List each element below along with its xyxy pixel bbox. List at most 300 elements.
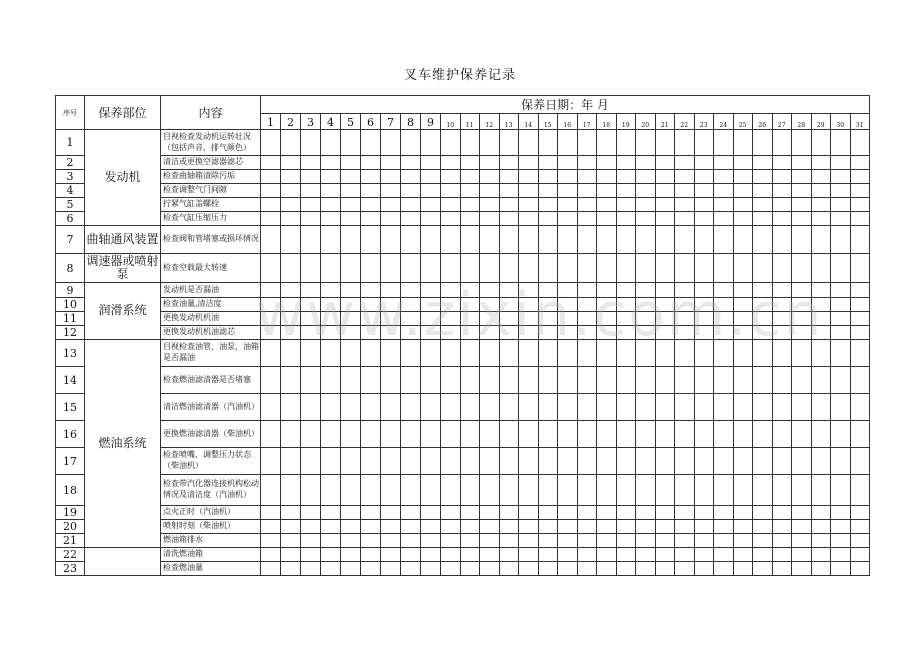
check-cell[interactable] (850, 548, 870, 562)
check-cell[interactable] (831, 367, 851, 394)
check-cell[interactable] (261, 226, 281, 254)
check-cell[interactable] (577, 312, 597, 326)
check-cell[interactable] (321, 170, 341, 184)
check-cell[interactable] (538, 394, 558, 421)
check-cell[interactable] (577, 326, 597, 340)
check-cell[interactable] (421, 534, 441, 548)
check-cell[interactable] (499, 156, 519, 170)
check-cell[interactable] (772, 448, 792, 475)
check-cell[interactable] (558, 170, 578, 184)
check-cell[interactable] (655, 184, 675, 198)
check-cell[interactable] (616, 198, 636, 212)
check-cell[interactable] (597, 326, 617, 340)
check-cell[interactable] (261, 198, 281, 212)
check-cell[interactable] (381, 212, 401, 226)
check-cell[interactable] (341, 198, 361, 212)
check-cell[interactable] (401, 212, 421, 226)
check-cell[interactable] (519, 156, 539, 170)
check-cell[interactable] (811, 394, 831, 421)
check-cell[interactable] (792, 283, 812, 298)
check-cell[interactable] (636, 326, 656, 340)
check-cell[interactable] (381, 198, 401, 212)
check-cell[interactable] (811, 534, 831, 548)
check-cell[interactable] (381, 394, 401, 421)
check-cell[interactable] (441, 562, 461, 576)
check-cell[interactable] (850, 130, 870, 156)
check-cell[interactable] (597, 283, 617, 298)
check-cell[interactable] (616, 367, 636, 394)
check-cell[interactable] (831, 170, 851, 184)
check-cell[interactable] (772, 394, 792, 421)
check-cell[interactable] (341, 212, 361, 226)
check-cell[interactable] (597, 448, 617, 475)
check-cell[interactable] (714, 254, 734, 283)
check-cell[interactable] (301, 298, 321, 312)
check-cell[interactable] (675, 394, 695, 421)
check-cell[interactable] (811, 506, 831, 520)
check-cell[interactable] (772, 156, 792, 170)
check-cell[interactable] (321, 198, 341, 212)
check-cell[interactable] (675, 562, 695, 576)
check-cell[interactable] (321, 156, 341, 170)
check-cell[interactable] (499, 312, 519, 326)
check-cell[interactable] (341, 130, 361, 156)
check-cell[interactable] (831, 298, 851, 312)
check-cell[interactable] (538, 475, 558, 506)
check-cell[interactable] (636, 421, 656, 448)
check-cell[interactable] (538, 340, 558, 367)
check-cell[interactable] (850, 312, 870, 326)
check-cell[interactable] (538, 562, 558, 576)
check-cell[interactable] (281, 367, 301, 394)
check-cell[interactable] (753, 156, 773, 170)
check-cell[interactable] (714, 506, 734, 520)
check-cell[interactable] (772, 475, 792, 506)
check-cell[interactable] (480, 421, 500, 448)
check-cell[interactable] (401, 394, 421, 421)
check-cell[interactable] (577, 298, 597, 312)
check-cell[interactable] (538, 534, 558, 548)
check-cell[interactable] (261, 421, 281, 448)
check-cell[interactable] (694, 475, 714, 506)
check-cell[interactable] (616, 562, 636, 576)
check-cell[interactable] (597, 298, 617, 312)
check-cell[interactable] (480, 506, 500, 520)
check-cell[interactable] (850, 184, 870, 198)
check-cell[interactable] (261, 156, 281, 170)
check-cell[interactable] (714, 198, 734, 212)
check-cell[interactable] (558, 448, 578, 475)
check-cell[interactable] (558, 506, 578, 520)
check-cell[interactable] (538, 367, 558, 394)
check-cell[interactable] (401, 170, 421, 184)
check-cell[interactable] (361, 421, 381, 448)
check-cell[interactable] (792, 394, 812, 421)
check-cell[interactable] (441, 312, 461, 326)
check-cell[interactable] (577, 283, 597, 298)
check-cell[interactable] (753, 283, 773, 298)
check-cell[interactable] (714, 548, 734, 562)
check-cell[interactable] (499, 367, 519, 394)
check-cell[interactable] (597, 475, 617, 506)
check-cell[interactable] (714, 312, 734, 326)
check-cell[interactable] (655, 298, 675, 312)
check-cell[interactable] (460, 448, 480, 475)
check-cell[interactable] (636, 254, 656, 283)
check-cell[interactable] (281, 475, 301, 506)
check-cell[interactable] (361, 394, 381, 421)
check-cell[interactable] (301, 534, 321, 548)
check-cell[interactable] (441, 130, 461, 156)
check-cell[interactable] (519, 283, 539, 298)
check-cell[interactable] (441, 226, 461, 254)
check-cell[interactable] (714, 562, 734, 576)
check-cell[interactable] (597, 184, 617, 198)
check-cell[interactable] (714, 340, 734, 367)
check-cell[interactable] (460, 312, 480, 326)
check-cell[interactable] (558, 198, 578, 212)
check-cell[interactable] (558, 475, 578, 506)
check-cell[interactable] (636, 506, 656, 520)
check-cell[interactable] (772, 312, 792, 326)
check-cell[interactable] (361, 367, 381, 394)
check-cell[interactable] (694, 506, 714, 520)
check-cell[interactable] (499, 562, 519, 576)
check-cell[interactable] (281, 340, 301, 367)
check-cell[interactable] (636, 534, 656, 548)
check-cell[interactable] (321, 283, 341, 298)
check-cell[interactable] (714, 448, 734, 475)
check-cell[interactable] (850, 506, 870, 520)
check-cell[interactable] (558, 298, 578, 312)
check-cell[interactable] (261, 548, 281, 562)
check-cell[interactable] (753, 184, 773, 198)
check-cell[interactable] (341, 283, 361, 298)
check-cell[interactable] (421, 283, 441, 298)
check-cell[interactable] (831, 226, 851, 254)
check-cell[interactable] (281, 184, 301, 198)
check-cell[interactable] (636, 475, 656, 506)
check-cell[interactable] (460, 421, 480, 448)
check-cell[interactable] (694, 226, 714, 254)
check-cell[interactable] (850, 212, 870, 226)
check-cell[interactable] (655, 548, 675, 562)
check-cell[interactable] (301, 184, 321, 198)
check-cell[interactable] (616, 254, 636, 283)
check-cell[interactable] (421, 506, 441, 520)
check-cell[interactable] (341, 340, 361, 367)
check-cell[interactable] (597, 534, 617, 548)
check-cell[interactable] (341, 548, 361, 562)
check-cell[interactable] (655, 421, 675, 448)
check-cell[interactable] (499, 475, 519, 506)
check-cell[interactable] (772, 534, 792, 548)
check-cell[interactable] (538, 312, 558, 326)
check-cell[interactable] (636, 170, 656, 184)
check-cell[interactable] (480, 312, 500, 326)
check-cell[interactable] (655, 156, 675, 170)
check-cell[interactable] (538, 198, 558, 212)
check-cell[interactable] (636, 520, 656, 534)
check-cell[interactable] (675, 448, 695, 475)
check-cell[interactable] (558, 394, 578, 421)
check-cell[interactable] (850, 254, 870, 283)
check-cell[interactable] (694, 326, 714, 340)
check-cell[interactable] (694, 340, 714, 367)
check-cell[interactable] (616, 156, 636, 170)
check-cell[interactable] (281, 506, 301, 520)
check-cell[interactable] (753, 226, 773, 254)
check-cell[interactable] (577, 475, 597, 506)
check-cell[interactable] (831, 534, 851, 548)
check-cell[interactable] (261, 534, 281, 548)
check-cell[interactable] (753, 562, 773, 576)
check-cell[interactable] (281, 448, 301, 475)
check-cell[interactable] (577, 520, 597, 534)
check-cell[interactable] (733, 212, 753, 226)
check-cell[interactable] (792, 548, 812, 562)
check-cell[interactable] (401, 298, 421, 312)
check-cell[interactable] (753, 326, 773, 340)
check-cell[interactable] (341, 534, 361, 548)
check-cell[interactable] (636, 448, 656, 475)
check-cell[interactable] (361, 562, 381, 576)
check-cell[interactable] (480, 448, 500, 475)
check-cell[interactable] (381, 340, 401, 367)
check-cell[interactable] (714, 475, 734, 506)
check-cell[interactable] (792, 130, 812, 156)
check-cell[interactable] (714, 212, 734, 226)
check-cell[interactable] (441, 156, 461, 170)
check-cell[interactable] (480, 340, 500, 367)
check-cell[interactable] (636, 156, 656, 170)
check-cell[interactable] (655, 534, 675, 548)
check-cell[interactable] (577, 212, 597, 226)
check-cell[interactable] (460, 298, 480, 312)
check-cell[interactable] (850, 534, 870, 548)
check-cell[interactable] (694, 184, 714, 198)
check-cell[interactable] (792, 421, 812, 448)
check-cell[interactable] (341, 506, 361, 520)
check-cell[interactable] (421, 520, 441, 534)
check-cell[interactable] (421, 562, 441, 576)
check-cell[interactable] (321, 421, 341, 448)
check-cell[interactable] (831, 312, 851, 326)
check-cell[interactable] (301, 130, 321, 156)
check-cell[interactable] (321, 394, 341, 421)
check-cell[interactable] (772, 326, 792, 340)
check-cell[interactable] (714, 520, 734, 534)
check-cell[interactable] (341, 226, 361, 254)
check-cell[interactable] (361, 130, 381, 156)
check-cell[interactable] (381, 226, 401, 254)
check-cell[interactable] (831, 156, 851, 170)
check-cell[interactable] (421, 212, 441, 226)
check-cell[interactable] (441, 326, 461, 340)
check-cell[interactable] (421, 298, 441, 312)
check-cell[interactable] (499, 534, 519, 548)
check-cell[interactable] (811, 184, 831, 198)
check-cell[interactable] (361, 340, 381, 367)
check-cell[interactable] (301, 212, 321, 226)
check-cell[interactable] (519, 312, 539, 326)
check-cell[interactable] (460, 475, 480, 506)
check-cell[interactable] (538, 170, 558, 184)
check-cell[interactable] (558, 184, 578, 198)
check-cell[interactable] (401, 254, 421, 283)
check-cell[interactable] (381, 421, 401, 448)
check-cell[interactable] (421, 326, 441, 340)
check-cell[interactable] (361, 170, 381, 184)
check-cell[interactable] (361, 283, 381, 298)
check-cell[interactable] (421, 184, 441, 198)
check-cell[interactable] (694, 312, 714, 326)
check-cell[interactable] (597, 520, 617, 534)
check-cell[interactable] (636, 562, 656, 576)
check-cell[interactable] (733, 326, 753, 340)
check-cell[interactable] (733, 184, 753, 198)
check-cell[interactable] (850, 156, 870, 170)
check-cell[interactable] (460, 562, 480, 576)
check-cell[interactable] (577, 448, 597, 475)
check-cell[interactable] (811, 254, 831, 283)
check-cell[interactable] (811, 198, 831, 212)
check-cell[interactable] (281, 520, 301, 534)
check-cell[interactable] (694, 448, 714, 475)
check-cell[interactable] (675, 156, 695, 170)
check-cell[interactable] (381, 562, 401, 576)
check-cell[interactable] (792, 298, 812, 312)
check-cell[interactable] (694, 394, 714, 421)
check-cell[interactable] (831, 326, 851, 340)
check-cell[interactable] (499, 421, 519, 448)
check-cell[interactable] (301, 520, 321, 534)
check-cell[interactable] (558, 326, 578, 340)
check-cell[interactable] (261, 520, 281, 534)
check-cell[interactable] (694, 198, 714, 212)
check-cell[interactable] (301, 254, 321, 283)
check-cell[interactable] (421, 448, 441, 475)
check-cell[interactable] (792, 340, 812, 367)
check-cell[interactable] (811, 156, 831, 170)
check-cell[interactable] (499, 184, 519, 198)
check-cell[interactable] (558, 548, 578, 562)
check-cell[interactable] (480, 394, 500, 421)
check-cell[interactable] (675, 312, 695, 326)
check-cell[interactable] (401, 340, 421, 367)
check-cell[interactable] (714, 156, 734, 170)
check-cell[interactable] (577, 170, 597, 184)
check-cell[interactable] (831, 506, 851, 520)
check-cell[interactable] (616, 520, 636, 534)
check-cell[interactable] (753, 548, 773, 562)
check-cell[interactable] (577, 534, 597, 548)
check-cell[interactable] (321, 562, 341, 576)
check-cell[interactable] (831, 448, 851, 475)
check-cell[interactable] (381, 326, 401, 340)
check-cell[interactable] (499, 394, 519, 421)
check-cell[interactable] (792, 254, 812, 283)
check-cell[interactable] (480, 226, 500, 254)
check-cell[interactable] (792, 534, 812, 548)
check-cell[interactable] (381, 184, 401, 198)
check-cell[interactable] (831, 198, 851, 212)
check-cell[interactable] (597, 421, 617, 448)
check-cell[interactable] (301, 226, 321, 254)
check-cell[interactable] (792, 226, 812, 254)
check-cell[interactable] (261, 326, 281, 340)
check-cell[interactable] (772, 506, 792, 520)
check-cell[interactable] (616, 534, 636, 548)
check-cell[interactable] (733, 298, 753, 312)
check-cell[interactable] (499, 548, 519, 562)
check-cell[interactable] (694, 130, 714, 156)
check-cell[interactable] (733, 226, 753, 254)
check-cell[interactable] (792, 367, 812, 394)
check-cell[interactable] (261, 254, 281, 283)
check-cell[interactable] (714, 130, 734, 156)
check-cell[interactable] (421, 548, 441, 562)
check-cell[interactable] (558, 130, 578, 156)
check-cell[interactable] (341, 312, 361, 326)
check-cell[interactable] (597, 156, 617, 170)
check-cell[interactable] (772, 520, 792, 534)
check-cell[interactable] (538, 520, 558, 534)
check-cell[interactable] (733, 562, 753, 576)
check-cell[interactable] (341, 520, 361, 534)
check-cell[interactable] (831, 520, 851, 534)
check-cell[interactable] (519, 506, 539, 520)
check-cell[interactable] (655, 312, 675, 326)
check-cell[interactable] (655, 212, 675, 226)
check-cell[interactable] (714, 534, 734, 548)
check-cell[interactable] (281, 562, 301, 576)
check-cell[interactable] (321, 212, 341, 226)
check-cell[interactable] (811, 312, 831, 326)
check-cell[interactable] (753, 312, 773, 326)
check-cell[interactable] (811, 212, 831, 226)
check-cell[interactable] (655, 520, 675, 534)
check-cell[interactable] (441, 340, 461, 367)
check-cell[interactable] (261, 340, 281, 367)
check-cell[interactable] (597, 226, 617, 254)
check-cell[interactable] (441, 534, 461, 548)
check-cell[interactable] (597, 562, 617, 576)
check-cell[interactable] (772, 226, 792, 254)
check-cell[interactable] (597, 367, 617, 394)
check-cell[interactable] (577, 184, 597, 198)
check-cell[interactable] (753, 394, 773, 421)
check-cell[interactable] (460, 548, 480, 562)
check-cell[interactable] (831, 212, 851, 226)
check-cell[interactable] (421, 475, 441, 506)
check-cell[interactable] (381, 534, 401, 548)
check-cell[interactable] (577, 254, 597, 283)
check-cell[interactable] (694, 283, 714, 298)
check-cell[interactable] (831, 421, 851, 448)
check-cell[interactable] (361, 448, 381, 475)
check-cell[interactable] (361, 312, 381, 326)
check-cell[interactable] (850, 562, 870, 576)
check-cell[interactable] (655, 130, 675, 156)
check-cell[interactable] (616, 326, 636, 340)
check-cell[interactable] (421, 394, 441, 421)
check-cell[interactable] (733, 156, 753, 170)
check-cell[interactable] (675, 548, 695, 562)
check-cell[interactable] (261, 184, 281, 198)
check-cell[interactable] (558, 367, 578, 394)
check-cell[interactable] (519, 448, 539, 475)
